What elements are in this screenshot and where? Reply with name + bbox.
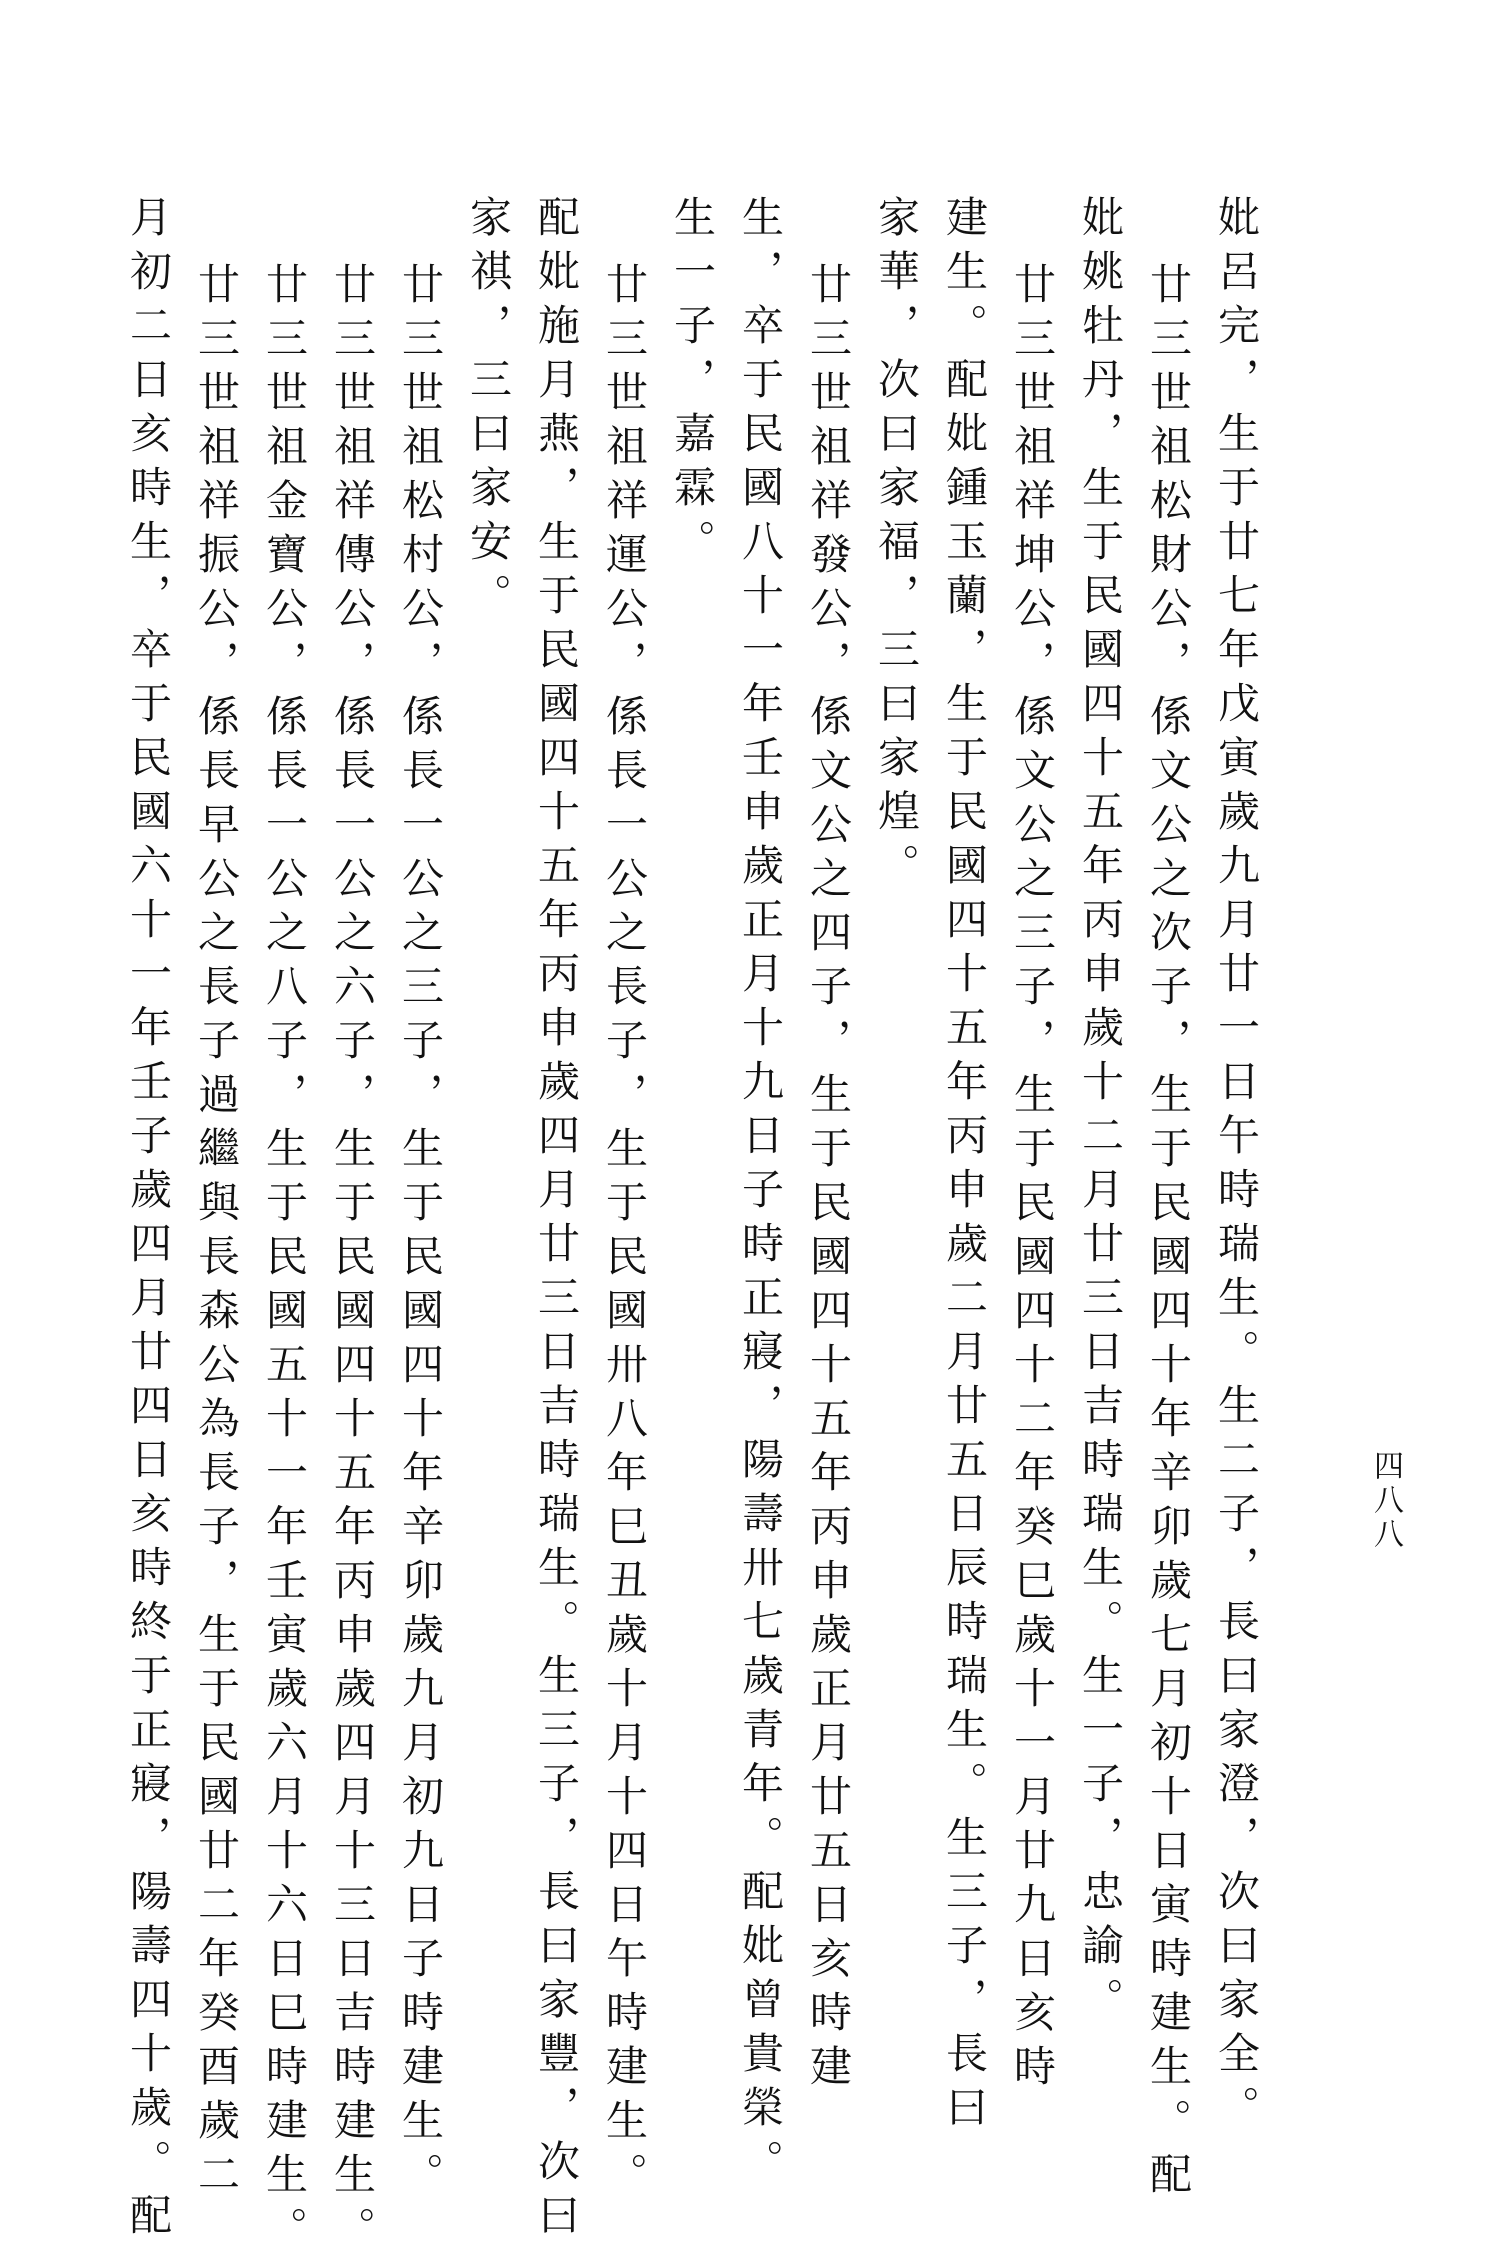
text-column: 廿三世祖祥運公，係長一公之長子，生于民國卅八年巳丑歲十月十四日午時建生。 [600,262,649,2206]
genealogy-text-block [114,195,1270,2260]
text-column: 妣呂完，生于廿七年戊寅歲九月廿一日午時瑞生。生二子，長曰家澄，次曰家全。 [1212,195,1261,2139]
text-column: 生，卒于民國八十一年壬申歲正月十九日子時正寢，陽壽卅七歲青年。配妣曾貴榮。 [736,195,785,2193]
text-column: 家祺，三曰家安。 [464,195,513,627]
text-column: 廿三世祖祥發公，係文公之四子，生于民國四十五年丙申歲正月廿五日亥時建 [804,262,853,2098]
text-column: 妣姚牡丹，生于民國四十五年丙申歲十二月廿三日吉時瑞生。生一子，忠諭。 [1076,195,1125,2031]
text-column: 廿三世祖祥坤公，係文公之三子，生于民國四十二年癸巳歲十一月廿九日亥時 [1008,262,1057,2098]
text-column: 生一子，嘉霖。 [668,195,717,573]
text-column: 廿三世祖松村公，係長一公之三子，生于民國四十年辛卯歲九月初九日子時建生。 [396,262,445,2206]
text-column: 廿三世祖松財公，係文公之次子，生于民國四十年辛卯歲七月初十日寅時建生。配 [1144,262,1193,2206]
text-column: 月初二日亥時生，卒于民國六十一年壬子歲四月廿四日亥時終于正寢，陽壽四十歲。配 [124,195,173,2247]
text-column: 家華，次曰家福，三曰家煌。 [872,195,921,897]
text-column: 廿三世祖祥傳公，係長一公之六子，生于民國四十五年丙申歲四月十三日吉時建生。 [328,262,377,2260]
page-number: 四八八 [1368,1450,1403,1552]
text-column: 廿三世祖金寶公，係長一公之八子，生于民國五十一年壬寅歲六月十六日巳時建生。 [260,262,309,2260]
text-column: 配妣施月燕，生于民國四十五年丙申歲四月廿三日吉時瑞生。生三子，長曰家豐，次曰 [532,195,581,2247]
text-column: 建生。配妣鍾玉蘭，生于民國四十五年丙申歲二月廿五日辰時瑞生。生三子，長曰 [940,195,989,2139]
text-column: 廿三世祖祥振公，係長早公之長子過繼與長森公為長子，生于民國廿二年癸酉歲二 [192,262,241,2206]
